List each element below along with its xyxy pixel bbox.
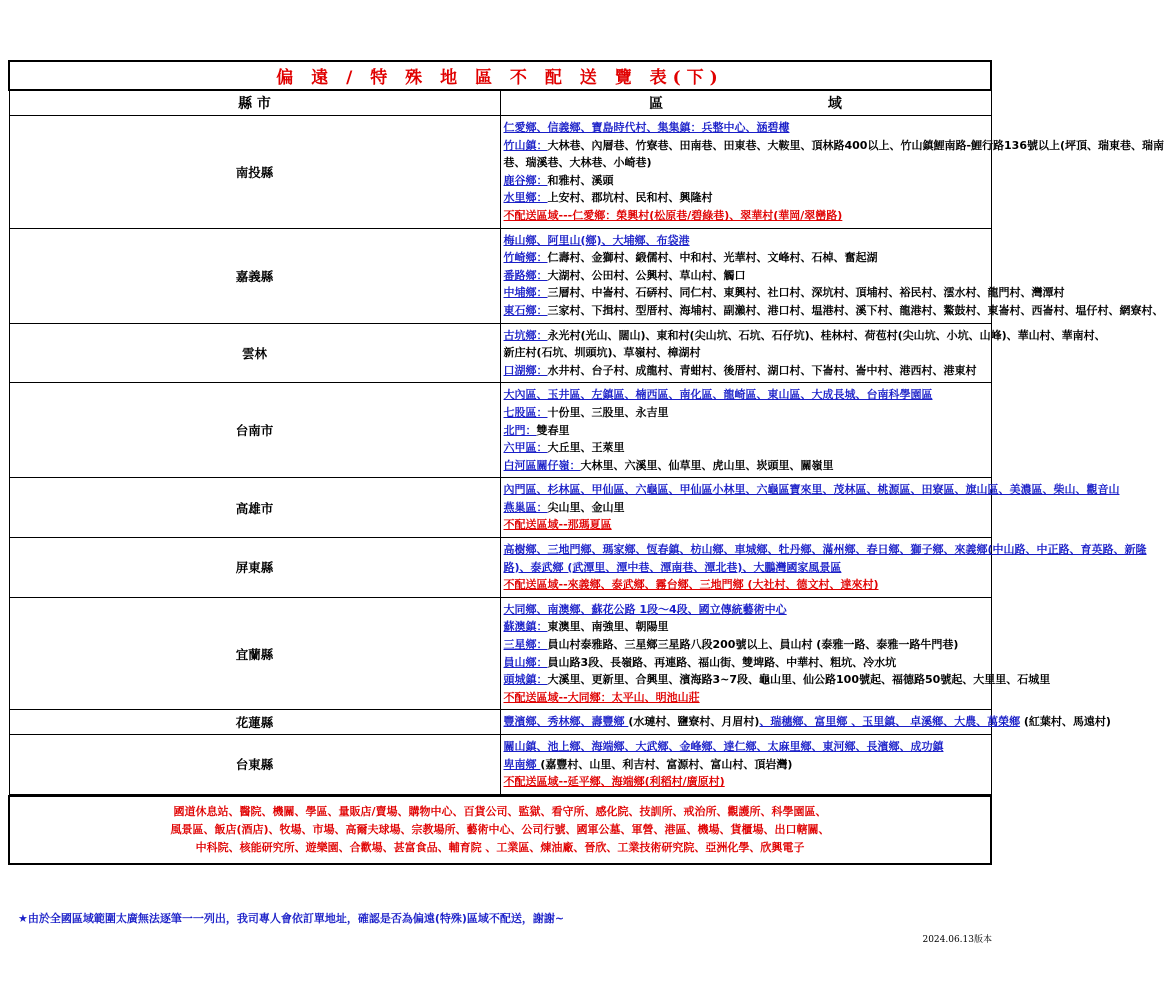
version-label: 2024.06.13版本 xyxy=(922,935,992,945)
table-row xyxy=(9,735,991,795)
area-detail: 大林里、六溪里、仙草里、虎山里、崁頭里、關嶺里 xyxy=(580,458,834,472)
region-line xyxy=(504,636,991,654)
area-name: 北門： xyxy=(503,423,537,437)
region-line xyxy=(504,756,991,774)
region-line xyxy=(504,576,991,594)
county-cell: 花蓮縣 xyxy=(9,710,500,735)
table-row xyxy=(9,478,991,538)
area-name: 、瑞穗鄉、富里鄉 、玉里鎮、 卓溪鄉、大農、萬榮鄉 xyxy=(759,715,1021,729)
area-detail: 上安村、郡坑村、民和村、興隆村 xyxy=(547,191,713,205)
area-detail: 巷、瑞溪巷、大林巷、小崎巷) xyxy=(503,156,652,170)
area-name: 關山鎮、池上鄉、海端鄉、大武鄉、金峰鄉、達仁鄉、太麻里鄉、東河鄉、長濱鄉、成功鎮 xyxy=(503,740,944,753)
area-name: 六甲區： xyxy=(503,441,548,455)
county-cell: 高雄市 xyxy=(9,478,500,538)
region-cell xyxy=(500,735,991,795)
note-line: 風景區、飯店(酒店)、牧場、市場、高爾夫球場、宗教場所、藝術中心、公司行號、國軍公墓、軍營、港區、機場、貨櫃場、出口轄關、 xyxy=(170,822,830,836)
area-detail: 尖山里、金山里 xyxy=(547,500,625,514)
area-name: 梅山鄉、阿里山(鄉)、大埔鄉、布袋港 xyxy=(503,233,690,247)
county-cell: 宜蘭縣 xyxy=(9,597,500,710)
region-line xyxy=(503,713,1111,731)
area-name: 大內區、玉井區、左鎮區、楠西區、南化區、龍崎區、東山區、大成長城、台南科學園區 xyxy=(503,388,933,402)
table-title: 偏 遠 / 特 殊 地 區 不 配 送 覽 表(下) xyxy=(9,61,991,90)
area-name: 中埔鄉： xyxy=(503,286,548,300)
region-line xyxy=(504,249,991,267)
region-line xyxy=(504,422,991,440)
region-line xyxy=(503,481,1120,499)
area-detail: 十份里、三股里、永吉里 xyxy=(547,405,669,419)
region-line xyxy=(504,386,991,404)
area-name: 頭城鎮： xyxy=(503,673,548,687)
region-line xyxy=(504,362,991,380)
region-line xyxy=(504,344,991,362)
table-row xyxy=(9,228,991,323)
area-detail: 水井村、台子村、成龍村、青蚶村、後厝村、湖口村、下崙村、崙中村、港西村、港東村 xyxy=(547,363,977,377)
area-detail: 永光村(光山、闊山)、東和村(尖山坑、石坑、石仔坑)、桂林村、荷苞村(尖山坑、小坑、山峰)、華山村、華南村、 xyxy=(547,328,1106,342)
area-name: 竹崎鄉： xyxy=(503,251,548,265)
area-name: 竹山鎮： xyxy=(503,138,548,152)
area-detail: (嘉豐村、山里、利吉村、富源村、富山村、頂岩灣) xyxy=(540,757,793,771)
region-line xyxy=(504,654,991,672)
region-line xyxy=(504,172,991,190)
no-delivery-text: 不配送區域--大同鄉：太平山、明池山莊 xyxy=(503,690,700,704)
area-name: 卑南鄉 xyxy=(503,757,541,771)
area-name: 七股區： xyxy=(503,405,548,419)
region-line xyxy=(504,773,991,791)
header-area: 區 域 xyxy=(500,90,991,116)
area-detail: (紅葉村、馬遠村) xyxy=(1020,715,1111,729)
delivery-table xyxy=(8,60,1164,795)
header-county: 縣 市 xyxy=(9,90,500,116)
area-name: 員山鄉： xyxy=(503,655,548,669)
area-detail: 新庄村(石坑、圳頭坑)、草嶺村、樟湖村 xyxy=(503,346,701,360)
region-cell xyxy=(500,323,1106,383)
region-cell xyxy=(500,538,1147,598)
region-line xyxy=(504,207,991,225)
region-line xyxy=(504,738,991,756)
table-row xyxy=(9,538,991,598)
county-cell: 屏東縣 xyxy=(9,538,500,598)
area-name: 番路鄉： xyxy=(503,268,548,282)
region-line xyxy=(504,601,991,619)
region-line xyxy=(503,671,1051,689)
area-name: 白河區關仔嶺： xyxy=(503,458,581,472)
header-row xyxy=(9,90,991,116)
region-cell xyxy=(500,597,1051,710)
excluded-places-note xyxy=(9,796,991,864)
area-detail: 大溪里、更新里、合興里、濱海路3~7段、龜山里、仙公路100號起、福德路50號起、大里里、石城里 xyxy=(547,673,1051,687)
area-name: 水里鄉： xyxy=(503,191,548,205)
area-detail: 員山路3段、長嶺路、再連路、福山街、雙埤路、中華村、粗坑、冷水坑 xyxy=(547,655,897,669)
region-line xyxy=(504,457,991,475)
region-line xyxy=(503,541,1147,559)
area-detail: 和雅村、溪頭 xyxy=(547,173,614,187)
county-cell: 雲林 xyxy=(9,323,500,383)
area-detail: 員山村泰雅路、三星鄉三星路八段200號以上、員山村 (泰雅一路、泰雅一路牛門巷) xyxy=(547,638,959,652)
area-name: 內門區、杉林區、甲仙區、六龜區、甲仙區小林里、六龜區寶來里、茂林區、桃源區、田寮區、旗山區、美濃區、柴山、觀音山 xyxy=(503,483,1120,497)
no-delivery-text: 不配送區域--延平鄉、海端鄉(利稻村/廣原村) xyxy=(503,775,725,789)
county-cell: 嘉義縣 xyxy=(9,228,500,323)
region-line xyxy=(504,154,991,172)
area-detail: 仁壽村、金獅村、緞儒村、中和村、光華村、文峰村、石棹、奮起湖 xyxy=(547,251,878,265)
area-detail: (水璉村、鹽寮村、月眉村) xyxy=(628,715,760,729)
note-line: 中科院、核能研究所、遊樂園、合歡場、甚富食品、輔育院 、工業區、煉油廠、晉欣、工業技術研究院、亞洲化學、欣興電子 xyxy=(195,840,805,854)
county-cell: 台東縣 xyxy=(9,735,500,795)
area-name: 大同鄉、南澳鄉、蘇花公路 1段～4段、國立傳統藝術中心 xyxy=(503,602,787,616)
region-line xyxy=(504,119,991,137)
area-name: 路)、泰武鄉 (武潭里、潭中巷、潭南巷、潭北巷)、大鵬灣國家風景區 xyxy=(503,560,842,574)
region-line xyxy=(504,189,991,207)
region-line xyxy=(504,232,991,250)
region-line xyxy=(504,618,991,636)
region-line xyxy=(504,499,991,517)
table-row xyxy=(9,116,991,229)
table-row xyxy=(9,597,991,710)
footer-note: ★由於全國區域範圍太廣無法逐筆一一列出，我司專人會依訂單地址，確認是否為偏遠(特殊)區域不配送，謝謝~ xyxy=(18,912,565,925)
table-row xyxy=(9,710,991,735)
region-line xyxy=(504,439,991,457)
area-name: 仁愛鄉、信義鄉、寶島時代村、集集鎮：兵整中心、涵碧樓 xyxy=(503,121,790,134)
area-name: 東石鄉： xyxy=(503,303,548,317)
table-row xyxy=(9,383,991,478)
region-cell xyxy=(500,383,991,478)
region-line xyxy=(503,302,1164,320)
region-line xyxy=(504,559,991,577)
region-line xyxy=(504,267,991,285)
area-name: 口湖鄉： xyxy=(503,363,548,377)
region-cell xyxy=(500,710,1111,735)
area-name: 高樹鄉、三地門鄉、瑪家鄉、恆春鎮、枋山鄉、車城鄉、牡丹鄉、滿州鄉、春日鄉、獅子鄉、來義鄉(中山路、中正路、育英路、新隆 xyxy=(503,543,1147,557)
no-delivery-text: 不配送區域--那瑪夏區 xyxy=(503,518,612,532)
area-detail: 東澳里、南強里、朝陽里 xyxy=(547,620,669,634)
region-line xyxy=(504,516,991,534)
region-cell xyxy=(500,228,1164,323)
region-line xyxy=(504,689,991,707)
area-detail: 三家村、下揖村、型厝村、海埔村、副瀨村、港口村、塭港村、溪下村、龍港村、鰲鼓村、東崙村、西崙村、塭仔村、網寮村、 xyxy=(547,303,1164,317)
area-name: 蘇澳鎮： xyxy=(503,620,548,634)
area-detail: 雙春里 xyxy=(536,423,570,437)
area-detail: 大林巷、內層巷、竹寮巷、田南巷、田東巷、大鞍里、頂林路400以上、竹山鎮鯉南路-鯉行路136號以上(坪頂、瑞東巷、瑞南 xyxy=(547,138,1164,152)
county-cell: 南投縣 xyxy=(9,116,500,229)
area-name: 燕巢區： xyxy=(503,500,548,514)
region-line xyxy=(504,404,991,422)
area-name: 三星鄉： xyxy=(503,638,548,652)
no-delivery-text: 不配送區域--來義鄉、泰武鄉、霧台鄉、三地門鄉 (大社村、德文村、達來村) xyxy=(503,578,879,592)
area-detail: 大湖村、公田村、公興村、草山村、觸口 xyxy=(547,268,746,282)
area-detail: 大丘里、王萊里 xyxy=(547,441,625,455)
area-name: 古坑鄉： xyxy=(503,328,548,342)
notes-table xyxy=(8,795,992,865)
region-cell xyxy=(500,478,1120,538)
area-detail: 三層村、中崙村、石硦村、同仁村、東興村、社口村、深坑村、頂埔村、裕民村、澐水村、龍門村、灣潭村 xyxy=(547,286,1065,300)
area-name: 豐濱鄉、秀林鄉、壽豐鄉 xyxy=(503,715,629,729)
region-line xyxy=(503,327,1106,345)
region-line xyxy=(503,284,1065,302)
note-line: 國道休息站、醫院、機關、學區、量販店/賣場、購物中心、百貨公司、監獄、看守所、感化院、技訓所、戒治所、觀護所、科學園區、 xyxy=(173,804,827,818)
county-cell: 台南市 xyxy=(9,383,500,478)
no-delivery-text: 不配送區域---仁愛鄉：榮興村(松原巷/碧綠巷)、翠華村(華岡/翠巒路) xyxy=(503,208,843,222)
area-name: 鹿谷鄉： xyxy=(503,173,548,187)
region-cell xyxy=(500,116,1164,229)
table-row xyxy=(9,323,991,383)
delivery-table-container xyxy=(8,60,1164,865)
region-line xyxy=(503,137,1164,155)
